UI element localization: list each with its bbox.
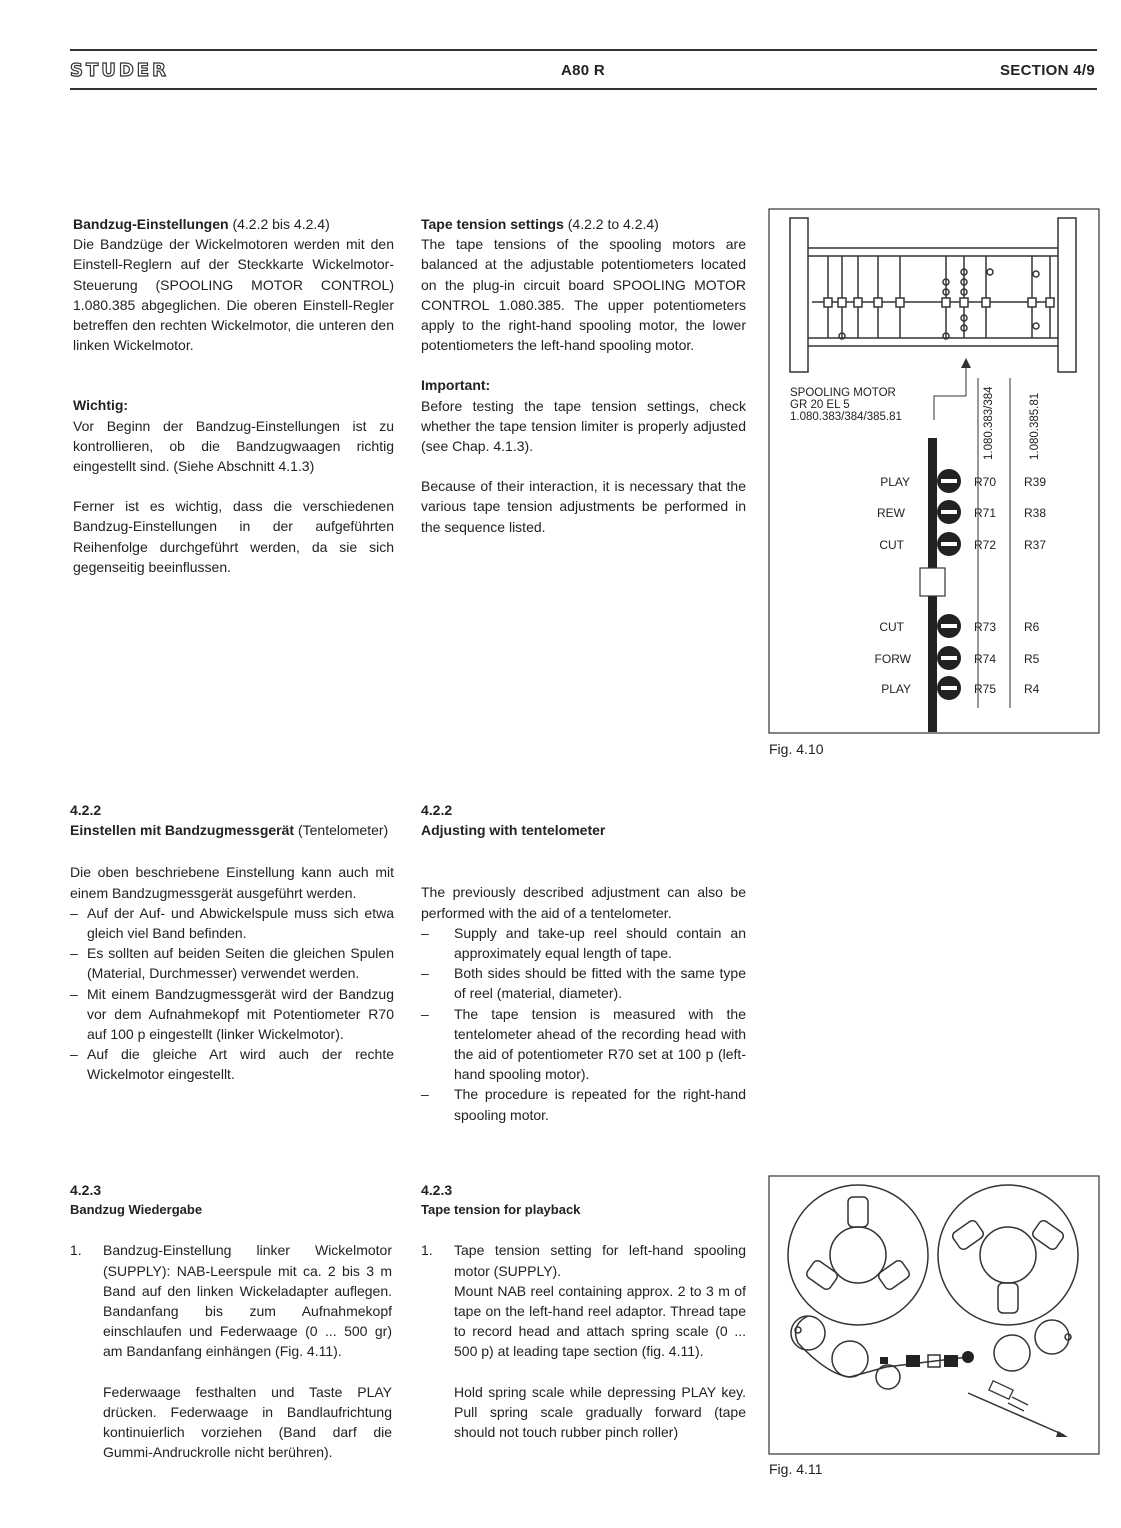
lower-pot-strip xyxy=(928,596,937,732)
tension-de-important-text: Vor Beginn der Bandzug-Einstellungen ist zu kontrollieren, ob die Bandzugwaagen richtig eingestellt sind. (Siehe Abschnitt 4.1.3) xyxy=(73,417,394,475)
tension-en-block xyxy=(421,214,746,537)
s422-en-number: 4.2.2 xyxy=(421,802,453,818)
s422-de-number: 4.2.2 xyxy=(70,802,102,818)
tension-en-para2: Because of their interaction, it is necessary that the various tape tension adjustments be performed in the sequence listed. xyxy=(421,478,746,535)
gap-box xyxy=(920,568,945,596)
upper-pot-strip xyxy=(928,438,937,568)
model-label: A80 R xyxy=(561,62,606,79)
pull-arrow-icon xyxy=(1056,1431,1068,1437)
item-number: 1. xyxy=(421,1242,433,1259)
row-mode: CUT xyxy=(879,620,904,634)
s423-en-list xyxy=(421,1240,746,1442)
row-mode: CUT xyxy=(879,538,904,552)
list-item: – Auf die gleiche Art wird auch der rechte Wickelmotor eingestellt. xyxy=(70,1044,394,1084)
list-item: – Es sollten auf beiden Seiten die gleichen Spulen (Material, Durchmesser) verwendet werden. xyxy=(70,943,394,983)
pot-r73-icon xyxy=(937,614,961,638)
list-item: – Auf der Auf- und Abwickelspule muss sich etwa gleich viel Band befinden. xyxy=(70,903,394,943)
list-item: – Mit einem Bandzugmessgerät wird der Bandzug vor dem Aufnahmekopf mit Potentiometer R70 auf 100 p eingestellt (linker Wickelmotor). xyxy=(70,984,394,1045)
pot-r75-icon xyxy=(937,676,961,700)
right-reel-icon xyxy=(938,1185,1078,1325)
s422-de-block xyxy=(70,800,394,1085)
s423-de-block xyxy=(70,1180,392,1462)
item-text-b: Mount NAB reel containing approx. 2 to 3 m of tape on the left-hand reel adaptor. Thread tape to record head and attach spring scale (0 ... 500 p) at leading tape section (fig. 4.11). xyxy=(454,1282,746,1360)
row-pot: R71 xyxy=(974,506,997,520)
fig-4-11-diagram xyxy=(768,1175,1100,1455)
s422-de-title: Einstellen mit Bandzugmessgerät xyxy=(70,822,295,839)
s422-de-intro: Die oben beschriebene Einstellung kann auch mit einem Bandzugmessgerät ausgeführt werden. xyxy=(70,864,394,901)
s423-de-number: 4.2.3 xyxy=(70,1182,102,1198)
row-alt: R6 xyxy=(1024,620,1040,634)
motor-label-2: GR 20 EL 5 xyxy=(790,399,850,411)
section-label: SECTION 4/9 xyxy=(1000,62,1095,79)
row-alt: R37 xyxy=(1024,538,1047,552)
row-alt: R5 xyxy=(1024,652,1040,666)
right-guide-roller-icon xyxy=(1035,1320,1069,1354)
row-mode: PLAY xyxy=(880,475,910,489)
row-pot: R74 xyxy=(974,652,997,666)
tension-en-important-text: Before testing the tape tension settings, check whether the tape tension limiter is properly adjusted (see Chap. 4.1.3). xyxy=(421,397,746,455)
s423-en-block xyxy=(421,1180,746,1442)
s423-en-number: 4.2.3 xyxy=(421,1182,453,1198)
col1-header: 1.080.383/384 xyxy=(983,386,995,460)
tension-de-title-ref: (4.2.2 bis 4.2.4) xyxy=(232,216,330,232)
row-mode: FORW xyxy=(874,652,911,666)
pot-r70-icon xyxy=(937,469,961,493)
tension-de-para2: Ferner ist es wichtig, dass die verschiedenen Bandzug-Einstellungen in der aufgeführten Reihenfolge durchgeführt werden, da sie sich gegenseitig beeinflussen. xyxy=(73,498,394,575)
list-item: – The procedure is repeated for the right-hand spooling motor. xyxy=(421,1084,746,1124)
pot-r72-icon xyxy=(937,532,961,556)
motor-label-1: SPOOLING MOTOR xyxy=(790,387,896,399)
item-text: Tape tension setting for left-hand spooling motor (SUPPLY). xyxy=(454,1242,746,1279)
studer-logo: STUDER xyxy=(70,60,169,81)
list-item xyxy=(421,1240,746,1442)
list-item: – Supply and take-up reel should contain an approximately equal length of tape. xyxy=(421,923,746,963)
row-alt: R39 xyxy=(1024,475,1047,489)
row-alt: R38 xyxy=(1024,506,1047,520)
tension-en-title: Tape tension settings xyxy=(421,216,564,232)
row-pot: R75 xyxy=(974,682,997,696)
tape-heads-icon xyxy=(880,1351,974,1367)
row-alt: R4 xyxy=(1024,682,1040,696)
row-pot: R70 xyxy=(974,475,997,489)
item-text-2: Federwaage festhalten und Taste PLAY drücken. Federwaage in Bandlaufrichtung kontinuierlich vorziehen (Band darf die Gummi-Andruckrolle nicht berühren). xyxy=(103,1383,392,1461)
s422-de-list xyxy=(70,903,394,1085)
spring-scale-icon xyxy=(989,1381,1028,1411)
fig-4-11-caption: Fig. 4.11 xyxy=(769,1461,823,1477)
circuit-board-icon xyxy=(790,218,1076,372)
s422-en-title: Adjusting with tentelometer xyxy=(421,822,606,839)
tension-de-block xyxy=(73,214,394,577)
list-item: – The tape tension is measured with the tentelometer ahead of the recording head with the aid of potentiometer R70 set at 100 p (left-hand spooling motor). xyxy=(421,1004,746,1085)
item-text-2: Hold spring scale while depressing PLAY key. Pull spring scale gradually forward (tape should not touch rubber pinch roller) xyxy=(454,1383,746,1441)
row-mode: PLAY xyxy=(881,682,911,696)
item-number: 1. xyxy=(70,1242,82,1259)
item-text: Bandzug-Einstellung linker Wickelmotor (SUPPLY): NAB-Leerspule mit ca. 2 bis 3 m Band auf den linken Wickeladapter auflegen. Bandanfang bis zum Aufnahmekopf einschlaufen und Federwaage (0 ... 500 gr) am Bandanfang einhängen (Fig. 4.11). xyxy=(103,1242,392,1360)
tension-en-para1: The tape tensions of the spooling motors are balanced at the adjustable potentiometers located on the plug-in circuit board SPOOLING MOTOR CONTROL 1.080.385. The upper potentiometers apply to the right-hand spooling motor, the lower potentiometers the left-hand spooling motor. xyxy=(421,236,746,354)
s423-de-title: Bandzug Wiedergabe xyxy=(70,1202,203,1218)
tension-de-title: Bandzug-Einstellungen xyxy=(73,216,229,232)
s423-de-list xyxy=(70,1240,392,1462)
header-top-rule xyxy=(70,49,1097,51)
s422-en-block xyxy=(421,800,746,1125)
col2-header: 1.080.385.81 xyxy=(1029,392,1041,460)
takeup-tension-roller-icon xyxy=(994,1335,1030,1371)
row-mode: REW xyxy=(877,506,905,520)
pot-r71-icon xyxy=(937,500,961,524)
list-item xyxy=(70,1240,392,1462)
fig-4-11-border xyxy=(769,1176,1099,1454)
pot-r74-icon xyxy=(937,646,961,670)
s422-en-list xyxy=(421,923,746,1125)
tension-de-important-title: Wichtig: xyxy=(73,397,129,414)
pointer-arrow-icon xyxy=(934,358,971,420)
row-pot: R72 xyxy=(974,538,997,552)
header-bottom-rule xyxy=(70,88,1097,90)
s422-en-intro: The previously described adjustment can also be performed with the aid of a tentelometer. xyxy=(421,884,746,921)
supply-tension-roller-icon xyxy=(832,1341,868,1377)
tape-path-icon xyxy=(796,1316,968,1377)
fig-4-10-diagram xyxy=(768,208,1100,734)
s422-de-title-suffix: (Tentelometer) xyxy=(297,822,389,839)
fig-4-10-caption: Fig. 4.10 xyxy=(769,741,824,757)
motor-label-3: 1.080.383/384/385.81 xyxy=(790,411,902,423)
left-reel-icon xyxy=(788,1185,928,1325)
tension-en-important-title: Important: xyxy=(421,377,491,394)
s423-en-title: Tape tension for playback xyxy=(421,1202,581,1218)
row-pot: R73 xyxy=(974,620,997,634)
tension-de-para1: Die Bandzüge der Wickelmotoren werden mit den Einstell-Reglern auf der Steckkarte Wickelmotor-Steuerung (SPOOLING MOTOR CONTROL) 1.080.385 abgeglichen. Die oberen Einstell-Regler betreffen den rechten Wickelmotor, die unteren den linken Wickelmotor. xyxy=(73,236,394,354)
list-item: – Both sides should be fitted with the same type of reel (material, diameter). xyxy=(421,963,746,1003)
tension-en-title-ref: (4.2.2 to 4.2.4) xyxy=(567,216,659,232)
